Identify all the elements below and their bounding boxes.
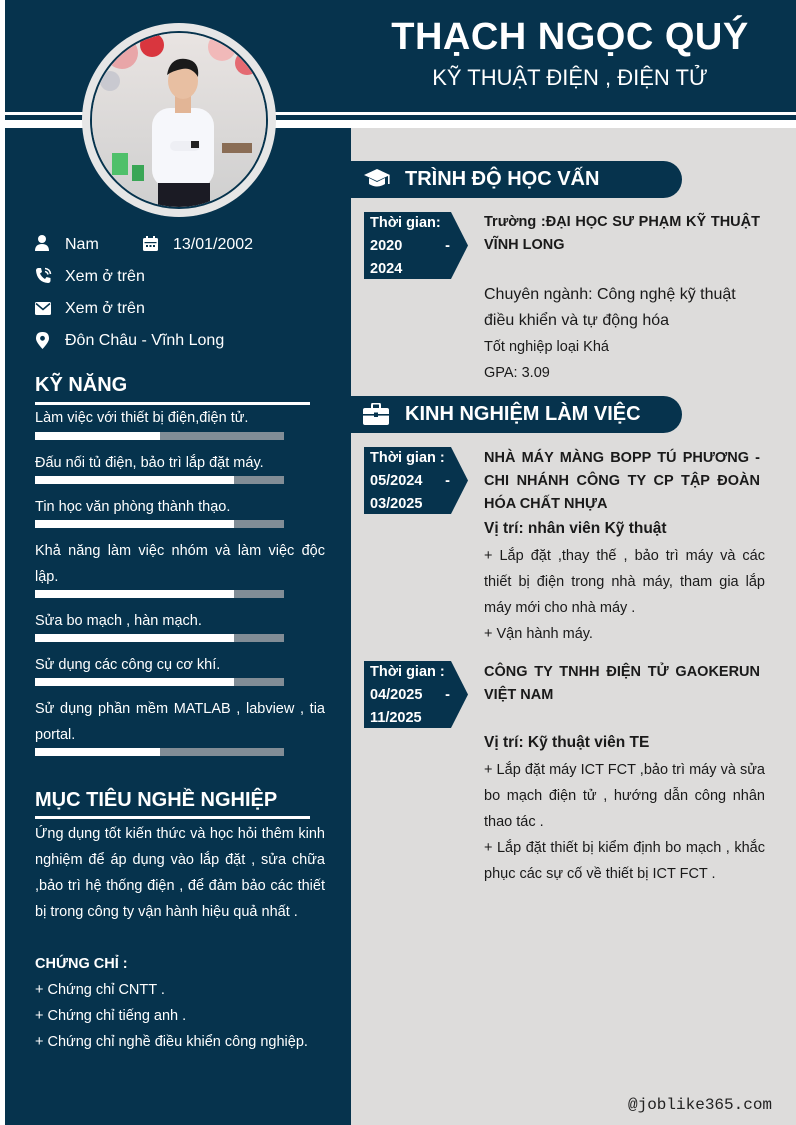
skill-bar — [35, 520, 284, 528]
skill-bar-fill — [35, 432, 160, 440]
job-position: Vị trí: Kỹ thuật viên TE — [484, 734, 650, 751]
phone-icon — [35, 267, 52, 284]
skill-label: Khả năng làm việc nhóm và làm việc độc lập. — [35, 543, 325, 585]
skill-label: Đấu nối tủ điện, bảo trì lắp đặt máy. — [35, 455, 264, 471]
skill-bar-fill — [35, 476, 234, 484]
skill-label: Sử dụng các công cụ cơ khí. — [35, 657, 221, 673]
skill-bar — [35, 476, 284, 484]
job-description: + Lắp đặt ,thay thế , bảo trì máy và các thiết bị điện trong nhà máy, tham gia lắp máy mới cho nhà máy . — [484, 548, 765, 616]
job-time-tag — [364, 661, 468, 728]
time-from: 04/2025 — [370, 687, 423, 703]
education-time-tag — [364, 212, 468, 279]
person-icon — [35, 235, 49, 251]
watermark: @joblike365.com — [628, 1096, 773, 1114]
time-label: Thời gian: — [370, 215, 441, 231]
skill-bar-fill — [35, 520, 234, 528]
certificate-item: + Chứng chỉ tiếng anh . — [35, 1008, 187, 1024]
company-name: CÔNG TY TNHH ĐIỆN TỬ GAOKERUN VIỆT NAM — [484, 664, 760, 703]
time-separator: - — [445, 687, 450, 703]
email-icon — [35, 302, 51, 315]
job-description: + Lắp đặt thiết bị kiểm định bo mạch , khắc phục các sự cố về thiết bị ICT FCT . — [484, 840, 765, 882]
gender-text: Nam — [65, 236, 99, 253]
calendar-icon — [143, 236, 158, 251]
education-header — [351, 161, 682, 198]
job-description: + Vận hành máy. — [484, 626, 593, 642]
job-time-tag — [364, 447, 468, 514]
location-pin-icon — [36, 332, 49, 349]
job-position: Vị trí: nhân viên Kỹ thuật — [484, 520, 667, 537]
time-label: Thời gian : — [370, 450, 445, 466]
skill-bar-fill — [35, 678, 234, 686]
candidate-name: THẠCH NGỌC QUÝ — [391, 16, 749, 58]
time-to: 11/2025 — [370, 710, 422, 726]
objective-rule — [35, 816, 310, 819]
phone-text: Xem ở trên — [65, 268, 145, 285]
skill-bar — [35, 432, 284, 440]
address-text: Đôn Châu - Vĩnh Long — [65, 332, 225, 349]
skill-bar — [35, 748, 284, 756]
skill-bar — [35, 590, 284, 598]
certificate-item: + Chứng chỉ nghề điều khiển công nghiệp. — [35, 1034, 308, 1050]
time-to: 2024 — [370, 261, 403, 277]
experience-header — [351, 396, 682, 433]
graduation-text: Tốt nghiệp loại Khá — [484, 339, 609, 355]
job-description: + Lắp đặt máy ICT FCT ,bảo trì máy và sửa bo mạch điện tử , hướng dẫn công nhân thao tác . — [484, 762, 765, 830]
time-from: 2020 — [370, 238, 403, 254]
time-separator: - — [445, 473, 450, 489]
certificate-item: + Chứng chỉ CNTT . — [35, 982, 165, 998]
skill-bar-fill — [35, 590, 234, 598]
birthdate-text: 13/01/2002 — [173, 236, 254, 253]
email-text: Xem ở trên — [65, 300, 145, 317]
skill-bar-fill — [35, 634, 234, 642]
profile-photo — [90, 31, 268, 209]
time-to: 03/2025 — [370, 496, 423, 512]
time-from: 05/2024 — [370, 473, 423, 489]
experience-title: KINH NGHIỆM LÀM VIỆC — [405, 403, 641, 425]
skill-label: Sửa bo mạch , hàn mạch. — [35, 613, 202, 629]
job-title: KỸ THUẬT ĐIỆN , ĐIỆN TỬ — [432, 65, 708, 90]
objective-text: Ứng dụng tốt kiến thức và học hỏi thêm kinh nghiệm để áp dụng vào lắp đặt , sửa chữa ,bảo trì hệ thống điện , để đảm bảo các thiết bị trong công ty vận hành hiệu quả nhất . — [35, 826, 325, 920]
major-text: Chuyên ngành: Công nghệ kỹ thuật điều khiển và tự động hóa — [484, 286, 736, 329]
skill-bar — [35, 634, 284, 642]
skill-label: Sử dụng phần mềm MATLAB , labview , tia portal. — [35, 701, 325, 743]
company-name: NHÀ MÁY MÀNG BOPP TÚ PHƯƠNG - CHI NHÁNH CÔNG TY CP TẬP ĐOÀN HÓA CHẤT NHỰA — [484, 450, 760, 512]
time-separator: - — [445, 238, 450, 254]
skills-title: KỸ NĂNG — [35, 374, 128, 396]
briefcase-icon — [363, 403, 389, 425]
time-label: Thời gian : — [370, 664, 445, 680]
skill-label: Làm việc với thiết bị điện,điện tử. — [35, 410, 249, 426]
skill-label: Tin học văn phòng thành thạo. — [35, 499, 231, 515]
education-title: TRÌNH ĐỘ HỌC VẤN — [405, 168, 600, 190]
gpa-text: GPA: 3.09 — [484, 365, 550, 381]
skill-bar-fill — [35, 748, 160, 756]
graduation-cap-icon — [363, 167, 391, 191]
objective-title: MỤC TIÊU NGHỀ NGHIỆP — [35, 789, 278, 811]
certificates-title: CHỨNG CHỈ : — [35, 956, 128, 972]
school-name: Trường :ĐẠI HỌC SƯ PHẠM KỸ THUẬT VĨNH LONG — [484, 214, 760, 253]
skill-bar — [35, 678, 284, 686]
